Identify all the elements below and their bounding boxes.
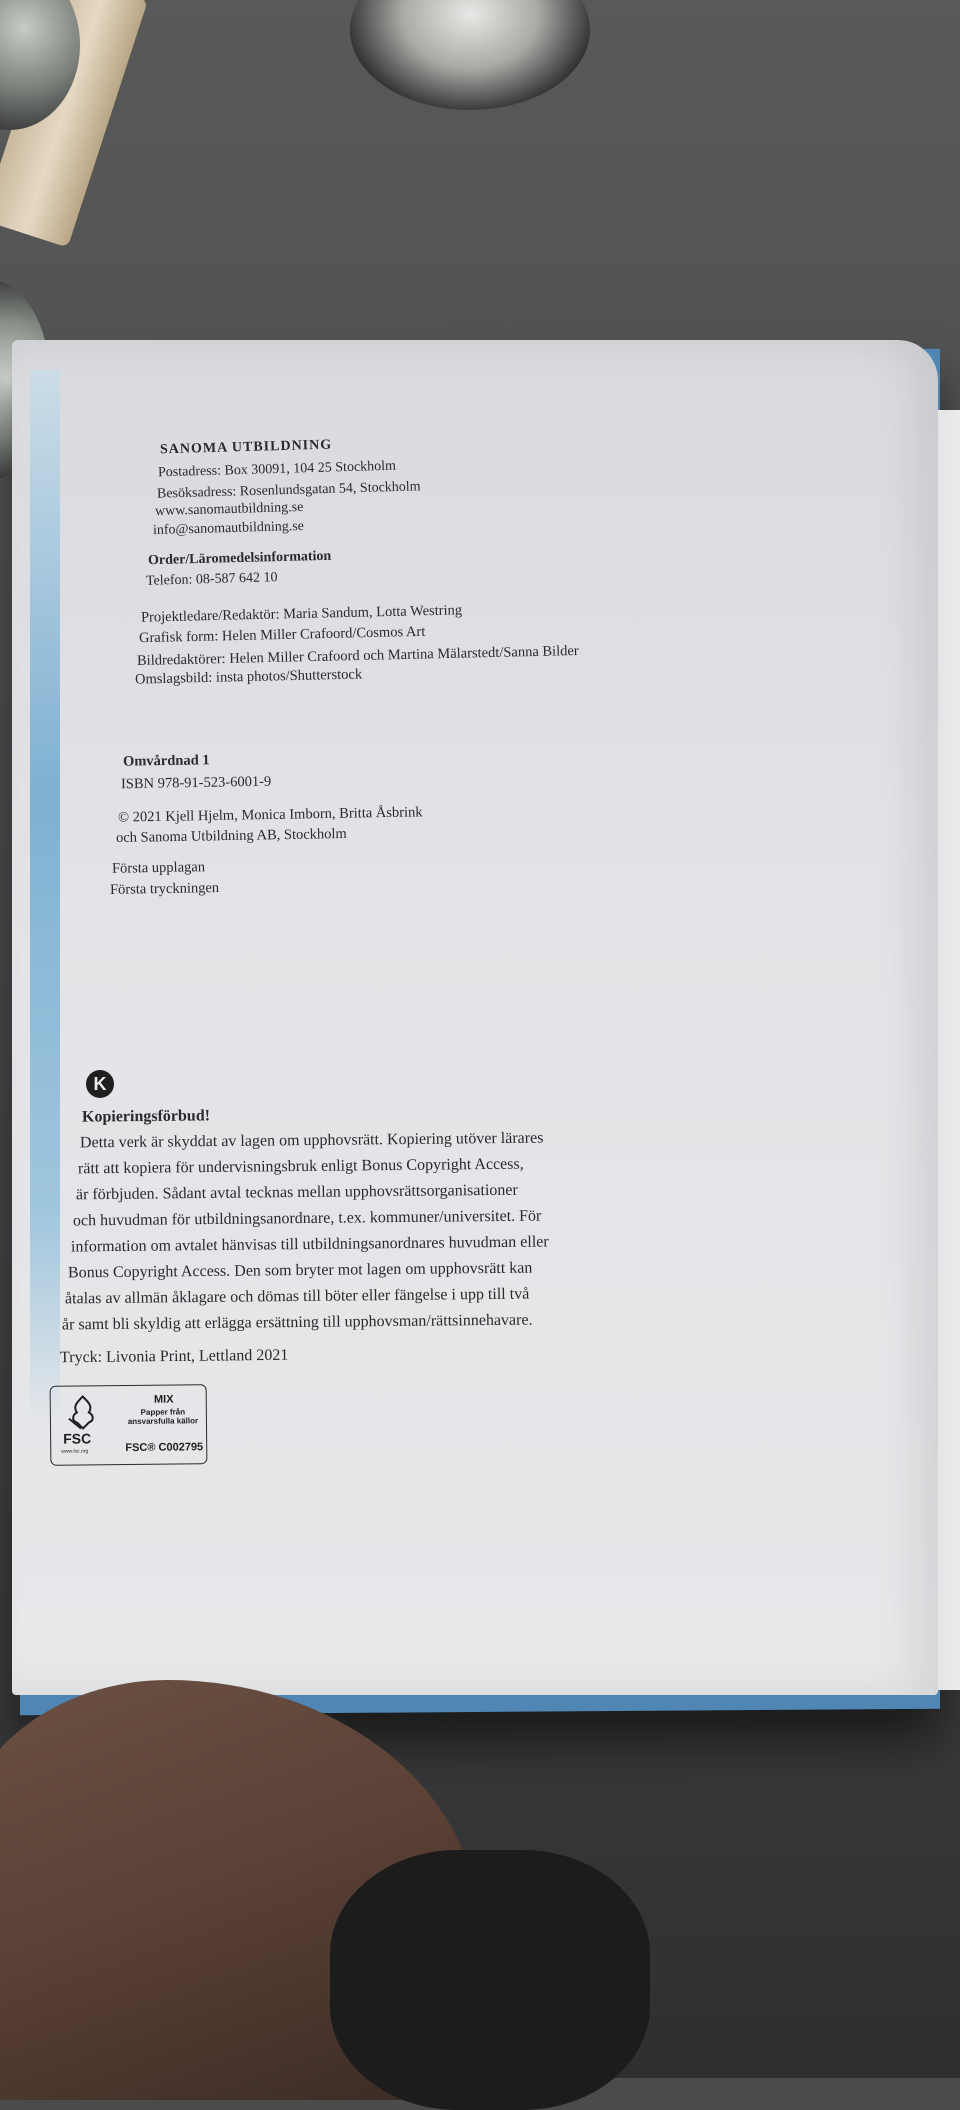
copyright-line-1: © 2021 Kjell Hjelm, Monica Imborn, Britta Åsbrink (117, 804, 423, 826)
fsc-description (121, 1407, 205, 1426)
notice-line-4: och huvudman för utbildningsanordnare, t.ex. kommuner/universitet. För (72, 1207, 542, 1230)
notice-heading: Kopieringsförbud! (81, 1107, 211, 1126)
notice-line-2: rätt att kopiera för undervisningsbruk enligt Bonus Copyright Access, (77, 1155, 524, 1178)
credit-picture-editors: Bildredaktörer: Helen Miller Crafoord och Martina Mälarstedt/Sanna Bilder (136, 642, 579, 670)
notice-line-3: är förbjuden. Sådant avtal tecknas mellan upphovsrättsorganisationer (75, 1181, 518, 1204)
credit-cover-image: Omslagsbild: insta photos/Shutterstock (134, 666, 363, 688)
notice-line-5: information om avtalet hänvisas till utbildningsanordnares huvudman eller (70, 1233, 549, 1256)
notice-line-8: år samt bli skyldig att erlägga ersättning till upphovsman/rättsinnehavare. (61, 1311, 533, 1334)
visiting-address: Besöksadress: Rosenlundsgatan 54, Stockholm (156, 479, 421, 502)
fsc-code: FSC® C002795 (125, 1441, 204, 1455)
publisher-name: SANOMA UTBILDNING (159, 437, 333, 458)
notice-line-1: Detta verk är skyddat av lagen om upphovsrätt. Kopiering utöver lärares (79, 1129, 544, 1152)
fsc-desc-line-2: ansvarsfulla källor (127, 1416, 199, 1427)
printing: Första tryckningen (109, 880, 220, 898)
notice-line-6: Bonus Copyright Access. Den som bryter mot lagen om upphovsrätt kan (67, 1259, 533, 1282)
kopieringsforbud-k-icon: K (86, 1070, 114, 1098)
notice-line-7: åtalas av allmän åklagare och dömas till böter eller fängelse i upp till två (64, 1285, 530, 1308)
postal-address: Postadress: Box 30091, 104 25 Stockholm (157, 458, 397, 481)
fsc-url: www.fsc.org (61, 1448, 89, 1455)
print-info: Tryck: Livonia Print, Lettland 2021 (59, 1346, 289, 1367)
fsc-desc-line-1: Papper från (140, 1407, 186, 1417)
fsc-logo-text: FSC (63, 1430, 92, 1447)
fsc-tree-icon (63, 1392, 103, 1432)
publisher-email[interactable]: info@sanomautbildning.se (152, 518, 305, 539)
copyright-line-2: och Sanoma Utbildning AB, Stockholm (115, 825, 347, 847)
book-isbn: ISBN 978-91-523-6001-9 (120, 773, 272, 793)
order-heading: Order/Läromedelsinformation (147, 548, 332, 569)
book-title: Omvårdnad 1 (122, 752, 210, 770)
credit-editor: Projektledare/Redaktör: Maria Sandum, Lotta Westring (140, 602, 463, 626)
edition: Första upplagan (111, 859, 206, 877)
order-phone: Telefon: 08-587 642 10 (145, 570, 278, 589)
publisher-website[interactable]: www.sanomautbildning.se (154, 499, 304, 520)
fsc-label (50, 1384, 208, 1466)
fsc-mix: MIX (153, 1393, 174, 1406)
credit-design: Grafisk form: Helen Miller Crafoord/Cosmos Art (138, 623, 426, 647)
